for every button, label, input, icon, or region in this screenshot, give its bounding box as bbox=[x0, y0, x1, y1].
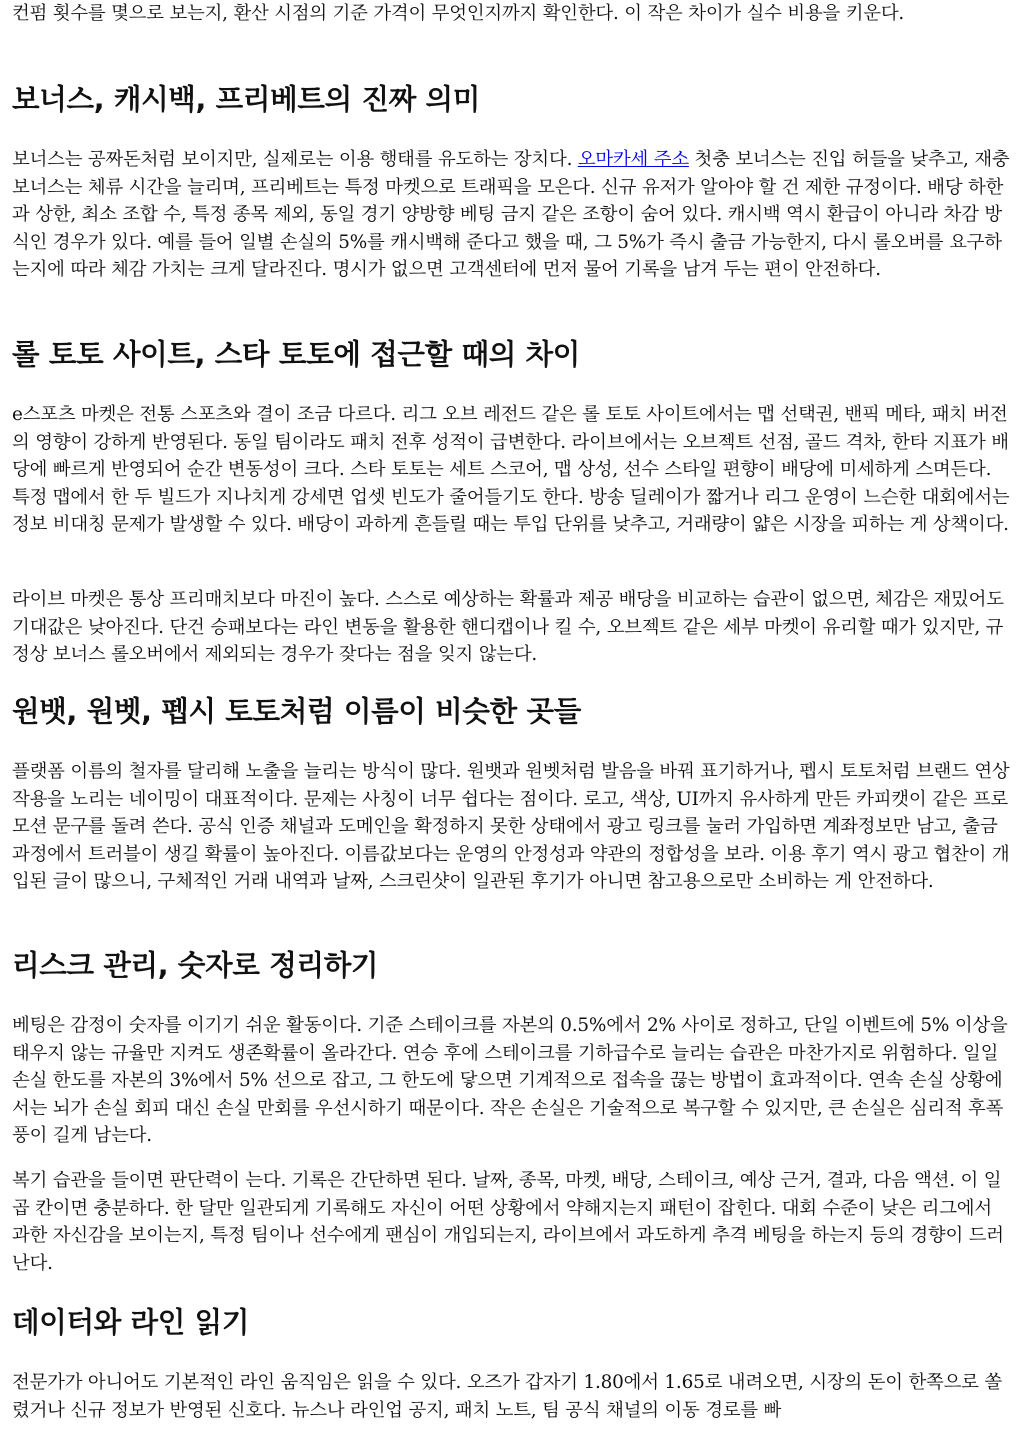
risk-paragraph-1: 베팅은 감정이 숫자를 이기기 쉬운 활동이다. 기준 스테이크를 자본의 0.5%에서 2% 사이로 정하고, 단일 이벤트에 5% 이상을 태우지 않는 규율만 지켜도 생존확률이 올라간다. 연승 후에 스테이크를 기하급수로 늘리는 습관은 마찬가지로 위험하다. 일일 손실 한도를 자본의 3%에서 5% 선으로 잡고, 그 한도에 닿으면 기계적으로 접속을 끊는 방법이 효과적이다. 연속 손실 상황에서는 뇌가 손실 회피 대신 손실 만회를 우선시하기 때문이다. 작은 손실은 기술적으로 복구할 수 있지만, 큰 손실은 심리적 후폭풍이 길게 남는다. bbox=[12, 1015, 1008, 1146]
section-heading-bonus: 보너스, 캐시백, 프리베트의 진짜 의미 bbox=[12, 83, 481, 116]
data-lines-paragraph: 전문가가 아니어도 기본적인 라인 움직임은 읽을 수 있다. 오즈가 갑자기 1.80에서 1.65로 내려오면, 시장의 돈이 한쪽으로 쏠렸거나 신규 정보가 반영된 신호다. 뉴스나 라인업 공지, 패치 노트, 팀 공식 채널의 이동 경로를 빠 bbox=[12, 1372, 1002, 1421]
section-heading-data-lines: 데이터와 라인 읽기 bbox=[12, 1306, 250, 1339]
bonus-paragraph-text-end: 첫충 보너스는 진입 허들을 낮추고, 재충 보너스는 체류 시간을 늘리며, 프리베트는 특정 마켓으로 트래픽을 모은다. 신규 유저가 알아야 할 건 제한 규정이다. 배당 하한과 상한, 최소 조합 수, 특정 종목 제외, 동일 경기 양방향 베팅 금지 같은 조항이 숨어 있다. 캐시백 역시 환급이 아니라 차감 방식인 경우가 있다. 예를 들어 일별 손실의 5%를 캐시백해 준다고 했을 때, 그 5%가 즉시 출금 가능한지, 다시 롤오버를 요구하는지에 따라 체감 가치는 크게 달라진다. 명시가 없으면 고객센터에 먼저 물어 기록을 남겨 두는 편이 안전하다. bbox=[12, 149, 1010, 280]
omakase-address-link[interactable]: 오마카세 주소 bbox=[577, 149, 689, 170]
bonus-paragraph-text-start: 보너스는 공짜돈처럼 보이지만, 실제로는 이용 행태를 유도하는 장치다. bbox=[12, 149, 578, 170]
esports-paragraph-2: 라이브 마켓은 통상 프리매치보다 마진이 높다. 스스로 예상하는 확률과 제공 배당을 비교하는 습관이 없으면, 체감은 재밌어도 기대값은 낮아진다. 단건 승패보다는 라인 변동을 활용한 핸디캡이나 킬 수, 오브젝트 같은 세부 마켓이 유리할 때가 있지만, 규정상 보너스 롤오버에서 제외되는 경우가 잦다는 점을 잊지 않는다. bbox=[12, 589, 1004, 665]
section-heading-esports: 롤 토토 사이트, 스타 토토에 접근할 때의 차이 bbox=[12, 338, 581, 371]
section-heading-similar-names: 원뱃, 원벳, 펩시 토토처럼 이름이 비슷한 곳들 bbox=[12, 695, 581, 728]
esports-paragraph-1: e스포츠 마켓은 전통 스포츠와 결이 조금 다르다. 리그 오브 레전드 같은 롤 토토 사이트에서는 맵 선택권, 밴픽 메타, 패치 버전의 영향이 강하게 반영된다. 동일 팀이라도 패치 전후 성적이 급변한다. 라이브에서는 오브젝트 선점, 골드 격차, 한타 지표가 배당에 빠르게 반영되어 순간 변동성이 크다. 스타 토토는 세트 스코어, 맵 상성, 선수 스타일 편향이 배당에 미세하게 스며든다. 특정 맵에서 한 두 빌드가 지나치게 강세면 업셋 빈도가 줄어들기도 한다. 방송 딜레이가 짧거나 리그 운영이 느슨한 대회에서는 정보 비대칭 문제가 발생할 수 있다. 배당이 과하게 흔들릴 때는 투입 단위를 낮추고, 거래량이 얇은 시장을 피하는 게 상책이다. bbox=[12, 404, 1010, 535]
intro-paragraph: 컨펌 횟수를 몇으로 보는지, 환산 시점의 기준 가격이 무엇인지까지 확인한다. 이 작은 차이가 실수 비용을 키운다. bbox=[12, 3, 905, 24]
section-heading-risk: 리스크 관리, 숫자로 정리하기 bbox=[12, 949, 379, 982]
similar-names-paragraph: 플랫폼 이름의 철자를 달리해 노출을 늘리는 방식이 많다. 원뱃과 원벳처럼 발음을 바꿔 표기하거나, 펩시 토토처럼 브랜드 연상 작용을 노리는 네이밍이 대표적이다. 문제는 사칭이 너무 쉽다는 점이다. 로고, 색상, UI까지 유사하게 만든 카피캣이 같은 프로모션 문구를 돌려 쓴다. 공식 인증 채널과 도메인을 확정하지 못한 상태에서 광고 링크를 눌러 가입하면 계좌정보만 남고, 출금 과정에서 트러블이 생길 확률이 높아진다. 이름값보다는 운영의 안정성과 약관의 정합성을 보라. 이용 후기 역시 광고 협찬이 개입된 글이 많으니, 구체적인 거래 내역과 날짜, 스크린샷이 일관된 후기가 아니면 참고용으로만 소비하는 게 안전하다. bbox=[12, 761, 1010, 892]
bonus-paragraph bbox=[12, 146, 1010, 284]
risk-paragraph-2: 복기 습관을 들이면 판단력이 는다. 기록은 간단하면 된다. 날짜, 종목, 마켓, 배당, 스테이크, 예상 근거, 결과, 다음 액션. 이 일곱 칸이면 충분하다. 한 달만 일관되게 기록해도 자신이 어떤 상황에서 약해지는지 패턴이 잡힌다. 대회 수준이 낮은 리그에서 과한 자신감을 보이는지, 특정 팀이나 선수에게 팬심이 개입되는지, 라이브에서 과도하게 추격 베팅을 하는지 등의 경향이 드러난다. bbox=[12, 1170, 1004, 1274]
